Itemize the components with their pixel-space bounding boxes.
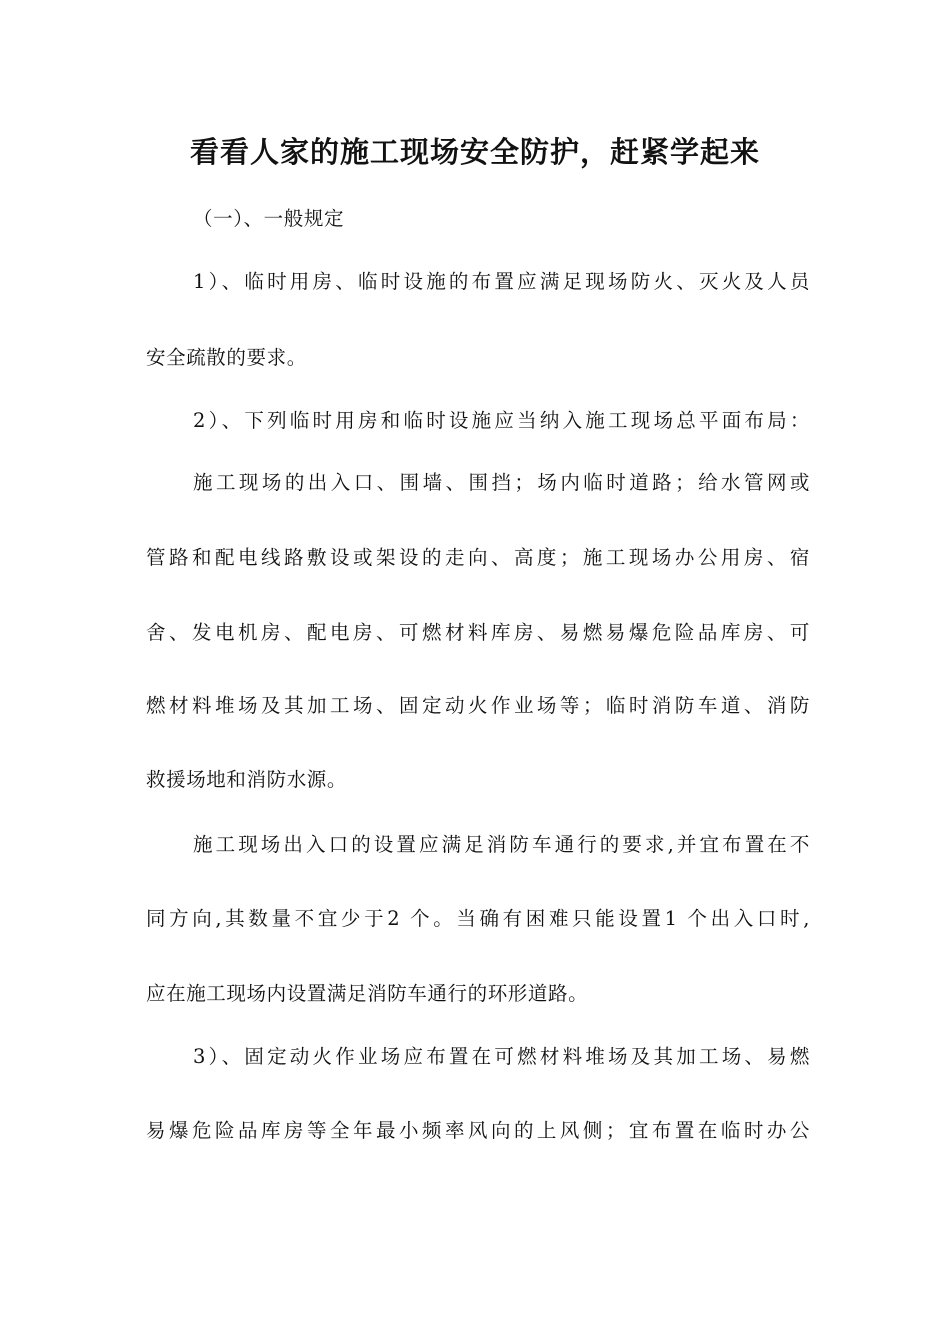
paragraph-line: 施工现场的出入口、围墙、围挡；场内临时道路；给水管网或 [193, 471, 810, 494]
document-title: 看看人家的施工现场安全防护，赶紧学起来 [189, 135, 760, 169]
paragraph-line: 管路和配电线路敷设或架设的走向、高度；施工现场办公用房、宿 [146, 546, 810, 569]
section-heading: （一）、一般规定 [193, 207, 345, 230]
paragraph-line: 易爆危险品库房等全年最小频率风向的上风侧；宜布置在临时办公 [146, 1119, 810, 1142]
paragraph-line: 救援场地和消防水源。 [146, 768, 348, 791]
paragraph-line: 1）、临时用房、临时设施的布置应满足现场防火、灭火及人员 [193, 270, 810, 293]
paragraph-line: 舍、发电机房、配电房、可燃材料库房、易燃易爆危险品库房、可 [146, 621, 810, 644]
paragraph-line: 3）、固定动火作业场应布置在可燃材料堆场及其加工场、易燃 [193, 1045, 810, 1068]
paragraph-line: 施工现场出入口的设置应满足消防车通行的要求,并宜布置在不 [193, 833, 810, 856]
paragraph-line: 燃材料堆场及其加工场、固定动火作业场等；临时消防车道、消防 [146, 694, 810, 717]
paragraph-line: 同方向,其数量不宜少于2 个。当确有困难只能设置1 个出入口时, [146, 907, 810, 930]
paragraph-line: 安全疏散的要求。 [146, 346, 307, 369]
paragraph-line: 应在施工现场内设置满足消防车通行的环形道路。 [146, 982, 589, 1005]
paragraph-line: 2）、下列临时用房和临时设施应当纳入施工现场总平面布局： [193, 409, 810, 432]
